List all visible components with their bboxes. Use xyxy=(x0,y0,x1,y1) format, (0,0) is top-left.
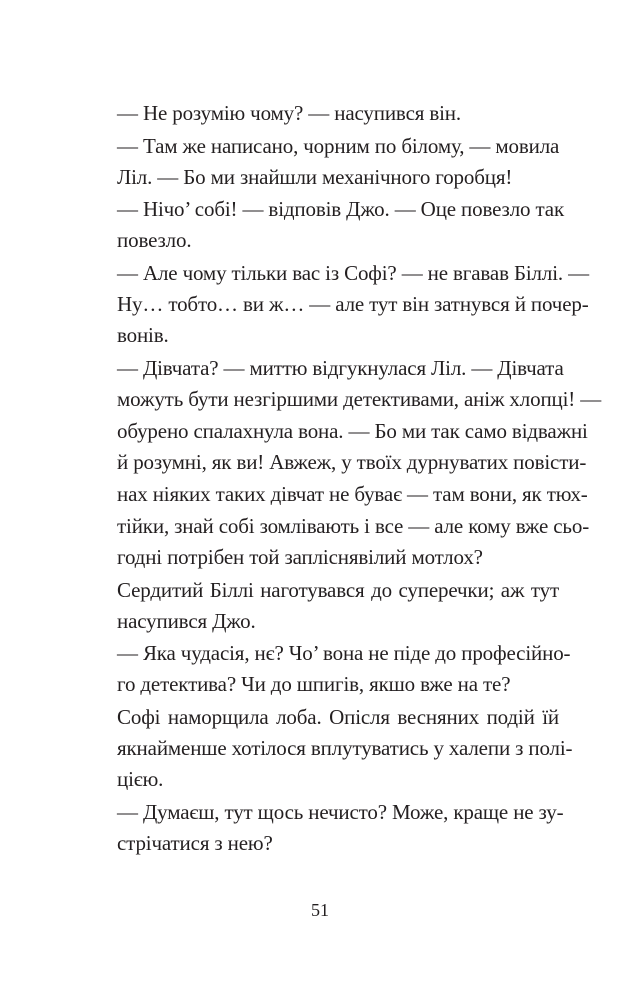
text-line: го детектива? Чи до шпигів, якшо вже на те? xyxy=(117,672,511,696)
text-line: обурено спалахнула вона. — Бо ми так само відважні xyxy=(117,419,588,443)
text-line: якнайменше хотілося вплутуватись у халепи з полі- xyxy=(117,736,573,760)
text-line: цією. xyxy=(117,767,164,791)
text-line: нах ніяких таких дівчат не буває — там вони, як тюх- xyxy=(117,482,588,506)
text-line: — Думаєш, тут щось нечисто? Може, краще не зу- xyxy=(117,800,564,824)
text-line: — Але чому тільки вас із Софі? — не вгавав Біллі. — xyxy=(117,261,589,285)
text-line: Сердитий Біллі наготувався до суперечки; аж тут xyxy=(117,578,559,602)
text-line: — Там же написано, чорним по білому, — мовила xyxy=(117,134,560,158)
text-line: — Нічо’ собі! — відповів Джо. — Оце повезло так xyxy=(117,197,564,221)
text-line: насупився Джо. xyxy=(117,609,256,633)
text-line: стрічатися з нею? xyxy=(117,831,273,855)
text-line: — Не розумію чому? — насупився він. xyxy=(117,101,461,125)
text-line: вонів. xyxy=(117,323,169,347)
text-line: годні потрібен той запліснявілий мотлох? xyxy=(117,545,483,569)
page-number: 51 xyxy=(311,900,329,920)
text-line: можуть бути незгіршими детективами, аніж хлопці! — xyxy=(117,387,602,411)
text-line: Софі наморщила лоба. Опісля весняних подій їй xyxy=(117,705,559,729)
text-line: повезло. xyxy=(117,228,192,252)
text-line: — Дівчата? — миттю відгукнулася Ліл. — Дівчата xyxy=(117,356,564,380)
text-line: — Яка чудасія, нє? Чо’ вона не піде до професійно- xyxy=(117,641,571,665)
text-line: Ну… тобто… ви ж… — але тут він затнувся й почер- xyxy=(117,292,589,316)
text-line: тійки, знай собі зомлівають і все — але кому вже сьо- xyxy=(117,514,590,538)
text-line: Ліл. — Бо ми знайшли механічного горобця! xyxy=(117,165,513,189)
text-line: й розумні, як ви! Авжеж, у твоїх дурнуватих повісти- xyxy=(117,450,587,474)
